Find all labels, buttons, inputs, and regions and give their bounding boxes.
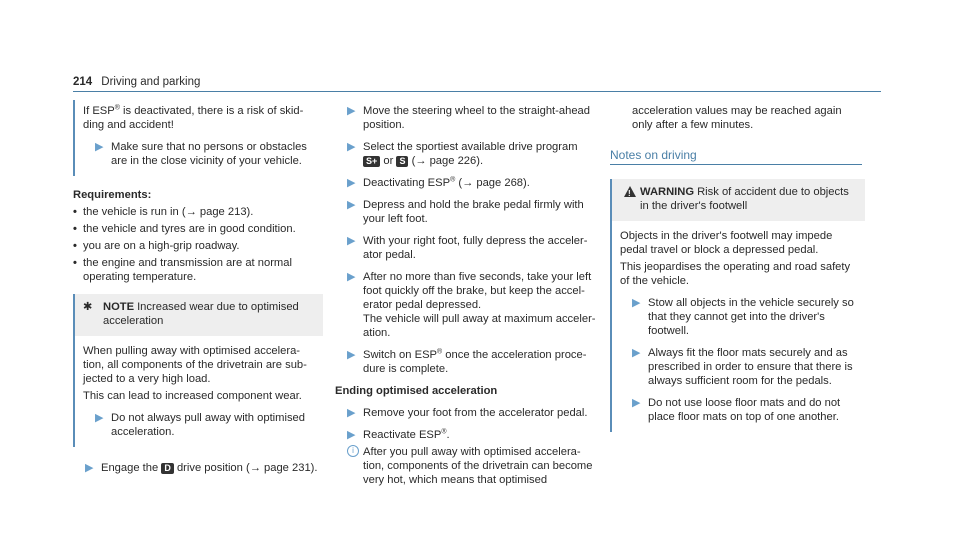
warning-body: Objects in the driver's footwell may impede pedal travel or block a depressed pedal. This jeopardises the operating and road safety of the vehicle. ▶ Stow all objects in the vehicle securely so that they cannot get into the driver's footwell. ▶ Always fit the floor mats securely and as prescribed in order to ensure that there is always sufficient room for the pedals. ▶ Do not use loose floor mats and do not place floor mats on top of one another. [612,221,865,432]
continued-text: acceleration values may be reached again only after a few minutes. [632,105,842,131]
arrow-icon: ▶ [347,177,356,189]
list-item: • the vehicle and tyres are in good condition. [73,223,296,235]
requirements-list [73,205,323,284]
arrow-icon: ▶ [95,141,104,153]
warning-icon [624,186,636,197]
arrow-icon: ▶ [347,199,356,211]
page-number: 214 [73,76,93,88]
step-item: ▶ Move the steering wheel to the straight-ahead position. [347,105,590,131]
arrow-icon: ▶ [632,347,641,359]
note-icon: ✱ [83,301,93,313]
arrow-icon: ▶ [632,397,641,409]
ending-heading: Ending optimised acceleration [335,385,498,397]
step-item: ▶ Do not use loose floor mats and do not place floor mats on top of one another. [632,397,841,423]
column-2 [335,100,597,487]
step-item: ▶ Deactivating ESP® (→ page 268). [347,176,530,189]
requirements-heading: Requirements: [73,189,152,201]
warning-box [610,179,865,432]
warning-header: ! WARNING Risk of accident due to objects in the driver's footwell [612,179,865,221]
arrow-icon: ▶ [347,349,356,361]
sport-plus-key-icon: S+ [363,156,380,167]
arrow-icon: ▶ [85,462,94,474]
column-1 [73,100,323,475]
warning-continued-text: If ESP® is deactivated, there is a risk of skid-ding and accident! [83,104,304,131]
arrow-icon: ▶ [347,271,356,283]
info-icon: i [347,445,359,457]
arrow-icon: ▶ [95,412,104,424]
step-item: ▶ Reactivate ESP®. [347,428,450,441]
arrow-icon: ▶ [347,407,356,419]
arrow-icon: ▶ [632,297,641,309]
arrow-icon: ▶ [347,429,356,441]
note-body: When pulling away with optimised accelera-tion, all components of the drivetrain are sub-jected to a very high load. This can lead to increased component wear. ▶ Do not always pull away with optimised acceleration. [75,336,323,447]
info-note: i After you pull away with optimised accelera-tion, components of the drivetrain can become very hot, which means that optimised [347,445,597,487]
header-rule [73,91,881,92]
step-item: ▶ Make sure that no persons or obstacles are in the close vicinity of your vehicle. [95,141,307,167]
column-3 [610,100,865,432]
step-item: ▶ Depress and hold the brake pedal firmly with your left foot. [347,199,584,225]
note-box [73,294,323,447]
step-item: ▶ With your right foot, fully depress the acceler-ator pedal. [347,235,588,261]
step-item: ▶ Select the sportiest available drive program S+ or S (→ page 226). [347,141,578,167]
step-item: ▶ Switch on ESP® once the acceleration proce-dure is complete. [347,348,587,375]
step-item: ▶ Remove your foot from the accelerator pedal. [347,407,588,419]
list-item: • the engine and transmission are at normal operating temperature. [73,257,292,283]
sport-key-icon: S [396,156,408,167]
drive-key-icon: D [161,463,174,474]
step-item: ▶ After no more than five seconds, take your left foot quickly off the brake, but keep the accel-erator pedal depressed. The vehicle will pull away at maximum acceler-ation. [347,271,596,339]
arrow-icon: ▶ [347,105,356,117]
list-item: • the vehicle is run in (→ page 213). [73,206,254,218]
page-title: Driving and parking [101,76,201,88]
arrow-icon: ▶ [347,141,356,153]
list-item: • you are on a high-grip roadway. [73,240,240,252]
step-item: ▶ Always fit the floor mats securely and as prescribed in order to ensure that there is always sufficient room for the pedals. [632,347,853,387]
warning-continuation-box [73,100,323,176]
section-title: Notes on driving [610,148,862,165]
note-header: ✱ NOTE Increased wear due to optimised acceleration [75,294,323,336]
step-item: ▶ Stow all objects in the vehicle securely so that they cannot get into the driver's footwell. [632,297,854,337]
step-item: ▶ Engage the D drive position (→ page 231). [85,462,318,474]
page-header [73,75,881,91]
arrow-icon: ▶ [347,235,356,247]
step-item: ▶ Do not always pull away with optimised acceleration. [95,412,306,438]
